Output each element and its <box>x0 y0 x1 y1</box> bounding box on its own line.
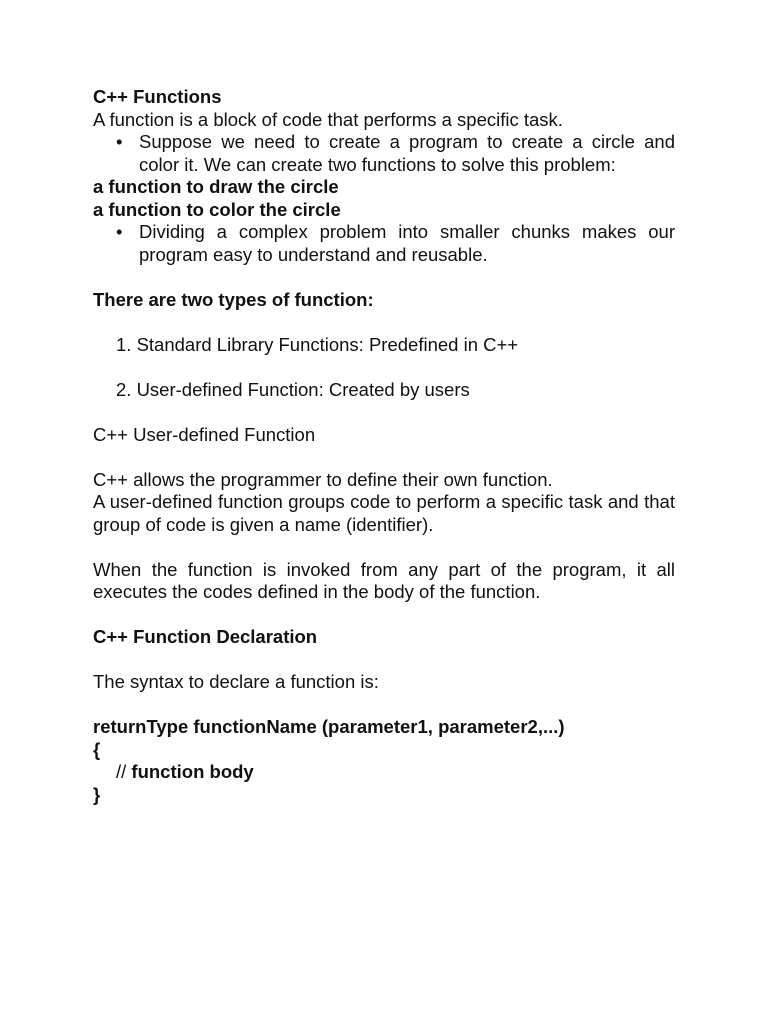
intro-text: A function is a block of code that performs a specific task. <box>93 108 563 130</box>
code-comment-prefix: // <box>116 761 132 782</box>
bullet-icon: • <box>116 221 123 242</box>
paragraph-3: When the function is invoked from any part of the program, it all executes the codes defined in the body of the function. <box>93 558 675 602</box>
code-comment-line <box>93 761 675 784</box>
document-page <box>93 86 675 806</box>
list-item-text: Suppose we need to create a program to create a circle and color it. We can create two functions to solve this problem: <box>139 131 675 175</box>
code-comment-text: function body <box>131 761 254 782</box>
bullet-list-1 <box>93 131 675 176</box>
type-item-2: 2. User-defined Function: Created by users <box>116 378 470 400</box>
list-item <box>93 131 675 176</box>
types-heading: There are two types of function: <box>93 288 374 310</box>
user-defined-heading: C++ User-defined Function <box>93 423 316 445</box>
code-open-brace: { <box>93 738 101 760</box>
bullet-list-2 <box>93 221 675 266</box>
bullet-icon: • <box>116 131 123 152</box>
func-color-line: a function to color the circle <box>93 198 341 220</box>
doc-title: C++ Functions <box>93 86 222 107</box>
declaration-heading: C++ Function Declaration <box>93 626 318 647</box>
type-item-1: 1. Standard Library Functions: Predefined in C++ <box>116 333 519 355</box>
code-close-brace: } <box>93 783 101 805</box>
paragraph-1: C++ allows the programmer to define their own function. <box>93 468 553 490</box>
paragraph-2: A user-defined function groups code to perform a specific task and that group of code is given a name (identifier). <box>93 491 675 535</box>
list-item <box>93 221 675 266</box>
func-draw-line: a function to draw the circle <box>93 176 339 197</box>
code-signature: returnType functionName (parameter1, parameter2,...) <box>93 716 565 737</box>
syntax-intro: The syntax to declare a function is: <box>93 671 379 692</box>
list-item-text: Dividing a complex problem into smaller chunks makes our program easy to understand and reusable. <box>139 221 675 265</box>
